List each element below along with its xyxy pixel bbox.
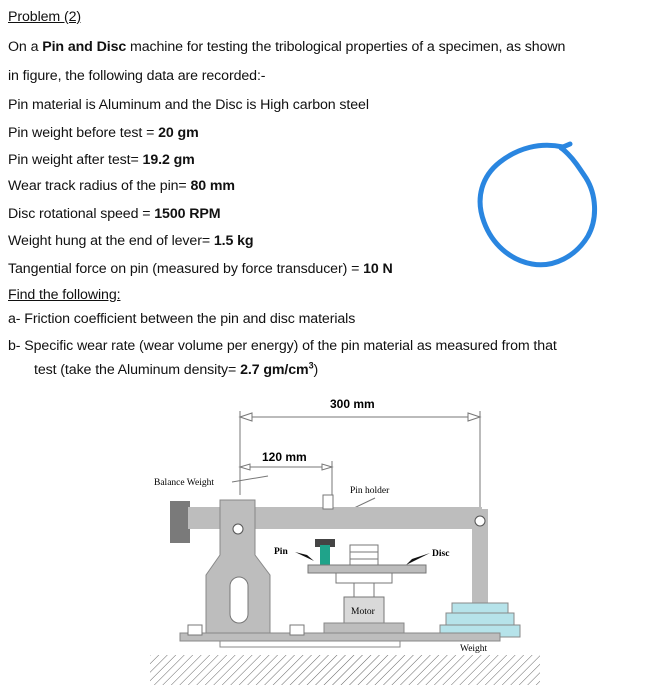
pin-holder-post [323, 495, 333, 509]
base-foot-right [290, 625, 304, 635]
dim-300-label: 300 mm [330, 397, 375, 411]
data-row: Disc rotational speed = 1500 RPM [8, 206, 221, 222]
disc-holder [336, 573, 392, 583]
pin-label: Pin [274, 547, 288, 557]
data-row: Pin weight after test= 19.2 gm [8, 152, 195, 168]
scribble-circle-drawing [470, 140, 610, 275]
dim-120-label: 120 mm [262, 450, 307, 464]
base-foot-left [188, 625, 202, 635]
base-plate [180, 633, 500, 641]
material-line: Pin material is Aluminum and the Disc is High carbon steel [8, 97, 369, 113]
data-row: Pin weight before test = 20 gm [8, 125, 199, 141]
ground-hatching [150, 655, 540, 685]
intro-line-2: in figure, the following data are recorded:- [8, 68, 266, 84]
pin-specimen [320, 545, 330, 565]
motor-label: Motor [351, 607, 375, 617]
intro-line-1: On a Pin and Disc machine for testing the tribological properties of a specimen, as shown [8, 39, 566, 55]
data-row: Wear track radius of the pin= 80 mm [8, 178, 235, 194]
stand-slot [230, 577, 248, 623]
disc-clamp-nut [350, 545, 378, 567]
find-heading: Find the following: [8, 287, 121, 303]
balance-weight-block [170, 501, 190, 543]
problem-title: Problem (2) [8, 9, 82, 25]
base-rail [220, 641, 400, 647]
question-b-line-2: test (take the Aluminum density= 2.7 $gm/cm^3$) [34, 360, 319, 378]
disc [308, 565, 426, 573]
pin-holder-label: Pin holder [350, 486, 390, 496]
weight-block-middle [446, 613, 514, 625]
data-row: Tangential force on pin (measured by force transducer) = 10 N [8, 261, 393, 277]
question-a: a- Friction coefficient between the pin and disc materials [8, 311, 356, 327]
dimension-120 [240, 450, 332, 495]
weight-label: Weight [460, 644, 488, 654]
balance-weight-label: Balance Weight [154, 478, 214, 488]
weight-block-top [452, 603, 508, 613]
spindle [354, 583, 374, 597]
pin-on-disc-figure [140, 385, 540, 690]
data-row: Weight hung at the end of lever= 1.5 kg [8, 233, 254, 249]
disc-label: Disc [432, 549, 450, 559]
hanger-pivot [475, 516, 485, 526]
lever-pivot [233, 524, 243, 534]
question-b-line-1: b- Specific wear rate (wear volume per energy) of the pin material as measured from that [8, 338, 557, 354]
